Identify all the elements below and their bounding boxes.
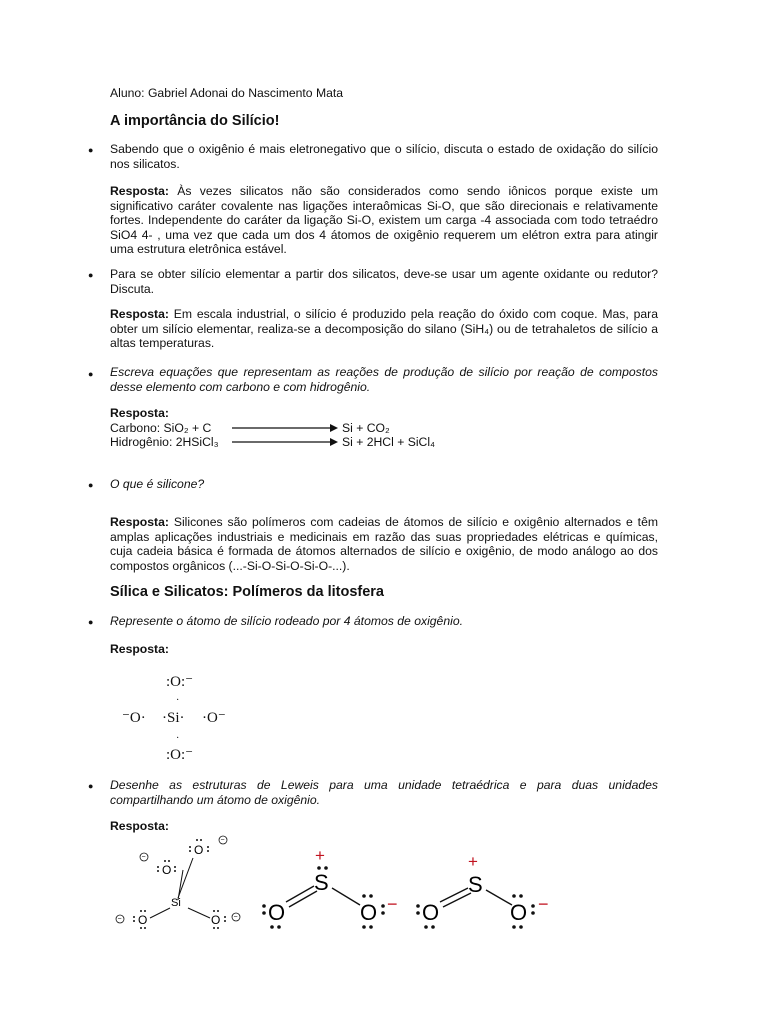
svg-text:−: − — [141, 854, 146, 861]
answer-2-text: Em escala industrial, o silício é produzido pela reação do óxido com coque. Mas, para obter um silício elementar, realiza-se a decomposição do silano (SiH₄) ou de tetrahaletos de silício a altas temperaturas. — [110, 307, 658, 351]
oxygen-top-right: O — [194, 843, 204, 857]
oxygen-top-left: O — [162, 863, 172, 877]
question-1: Sabendo que o oxigênio é mais eletronegativo que o silício, discuta o estado de oxidação do silício nos silicatos. — [110, 142, 658, 171]
positive-charge-icon: + — [315, 846, 325, 865]
single-bond — [332, 888, 360, 905]
answer-1 — [110, 184, 658, 257]
bond-line — [178, 858, 193, 898]
question-6: Desenhe as estruturas de Leweis para uma unidade tetraédrica e para duas unidades compartilhando um átomo de oxigênio. — [110, 778, 658, 807]
lewis-oxygen-right: ·O⁻ — [202, 710, 226, 726]
answer-3-label: Resposta: — [110, 406, 169, 420]
bullet-icon: ● — [88, 145, 94, 155]
question-3: Escreva equações que representam as reações de produção de silício por reação de compostos desse elemento com carbono e com hidrogênio. — [110, 365, 658, 394]
oxygen-left: O — [268, 900, 286, 925]
sulfur-atom: S — [314, 870, 329, 895]
answer-4 — [110, 515, 658, 573]
bond-line — [188, 908, 210, 918]
oxygen-bottom-left: O — [138, 913, 148, 927]
student-name: Aluno: Gabriel Adonai do Nascimento Mata — [110, 86, 344, 100]
bullet-icon: ● — [88, 781, 94, 791]
svg-text:−: − — [220, 837, 225, 844]
resonance-structure-1 — [262, 846, 397, 929]
arrow-head-icon — [330, 438, 338, 446]
resonance-structure-2 — [416, 852, 548, 929]
double-bond — [289, 891, 317, 907]
double-bond — [440, 888, 468, 902]
answer-2 — [110, 307, 658, 351]
answer-5-label: Resposta: — [110, 642, 169, 656]
bullet-icon: ● — [88, 369, 94, 379]
oxygen-bottom-right: O — [211, 913, 221, 927]
equation-2-right: Si + 2HCl + SiCl₄ — [342, 435, 436, 449]
lewis-oxygen-top: :O:⁻ — [166, 674, 194, 690]
silicon-atom: Si — [171, 897, 181, 909]
answer-label: Resposta: — [110, 515, 169, 529]
answer-4-text: Silicones são polímeros com cadeias de átomos de silício e oxigênio alternados e têm amplas aplicações industriais e medicinais em razão das suas propriedades elétricas e químicas, cuja cadeia básica é formada de átomos alternados de silício e oxigênio, de modo análogo ao dos compostos orgânicos (...-Si-O-Si-O-Si-O-...). — [110, 515, 658, 573]
answer-6-label: Resposta: — [110, 819, 169, 833]
equation-1-right: Si + CO₂ — [342, 421, 390, 435]
section2-title: Sílica e Silicatos: Polímeros da litosfera — [110, 584, 384, 600]
lewis-oxygen-bottom: :O:⁻ — [166, 747, 194, 763]
double-bond — [443, 893, 471, 907]
lewis-silicon: ·Si· — [162, 710, 185, 726]
oxygen-right: O — [360, 900, 378, 925]
lewis-structure-resonance — [256, 840, 566, 935]
equation-1-left: Carbono: SiO₂ + C — [110, 421, 212, 435]
reaction-arrows — [230, 420, 340, 450]
equation-2-left: Hidrogênio: 2HSiCl₃ — [110, 435, 219, 449]
bond-dot: · — [176, 733, 180, 744]
single-bond — [486, 890, 512, 905]
svg-text:−: − — [117, 916, 122, 923]
negative-charge-icon: − — [387, 894, 398, 914]
lewis-structure-tetrahedral — [110, 832, 245, 937]
positive-charge-icon: + — [468, 852, 478, 871]
bond-dot: · — [176, 695, 180, 706]
oxygen-left: O — [422, 900, 440, 925]
negative-charge-icon: − — [538, 894, 549, 914]
answer-label: Resposta: — [110, 184, 169, 198]
bullet-icon: ● — [88, 270, 94, 280]
question-5: Represente o átomo de silício rodeado por 4 átomos de oxigênio. — [110, 614, 463, 628]
svg-text:−: − — [233, 914, 238, 921]
oxygen-right: O — [510, 900, 528, 925]
answer-1-text: Às vezes silicatos não são considerados como sendo iônicos porque existe um significativo caráter covalente nas ligações interaômicas Si-O, que são direcionais e relativamente fortes. Independente do caráter da ligação Si-O, existem um carga -4 associada com todo tetraédro SiO4 4- , uma vez que cada um dos 4 átomos de oxigênio requerem um elétron extra para atingir uma estrutura eletrônica estável. — [110, 184, 658, 257]
arrow-head-icon — [330, 424, 338, 432]
answer-label: Resposta: — [110, 307, 169, 321]
double-bond — [286, 886, 314, 902]
sulfur-atom: S — [468, 872, 483, 897]
bond-line — [150, 908, 170, 918]
question-2: Para se obter silício elementar a partir dos silicatos, deve-se usar um agente oxidante ou redutor? Discuta. — [110, 267, 658, 296]
lewis-oxygen-left: ⁻O· — [122, 710, 146, 726]
section1-title: A importância do Silício! — [110, 113, 280, 129]
bullet-icon: ● — [88, 480, 94, 490]
question-4: O que é silicone? — [110, 477, 205, 491]
bullet-icon: ● — [88, 617, 94, 627]
